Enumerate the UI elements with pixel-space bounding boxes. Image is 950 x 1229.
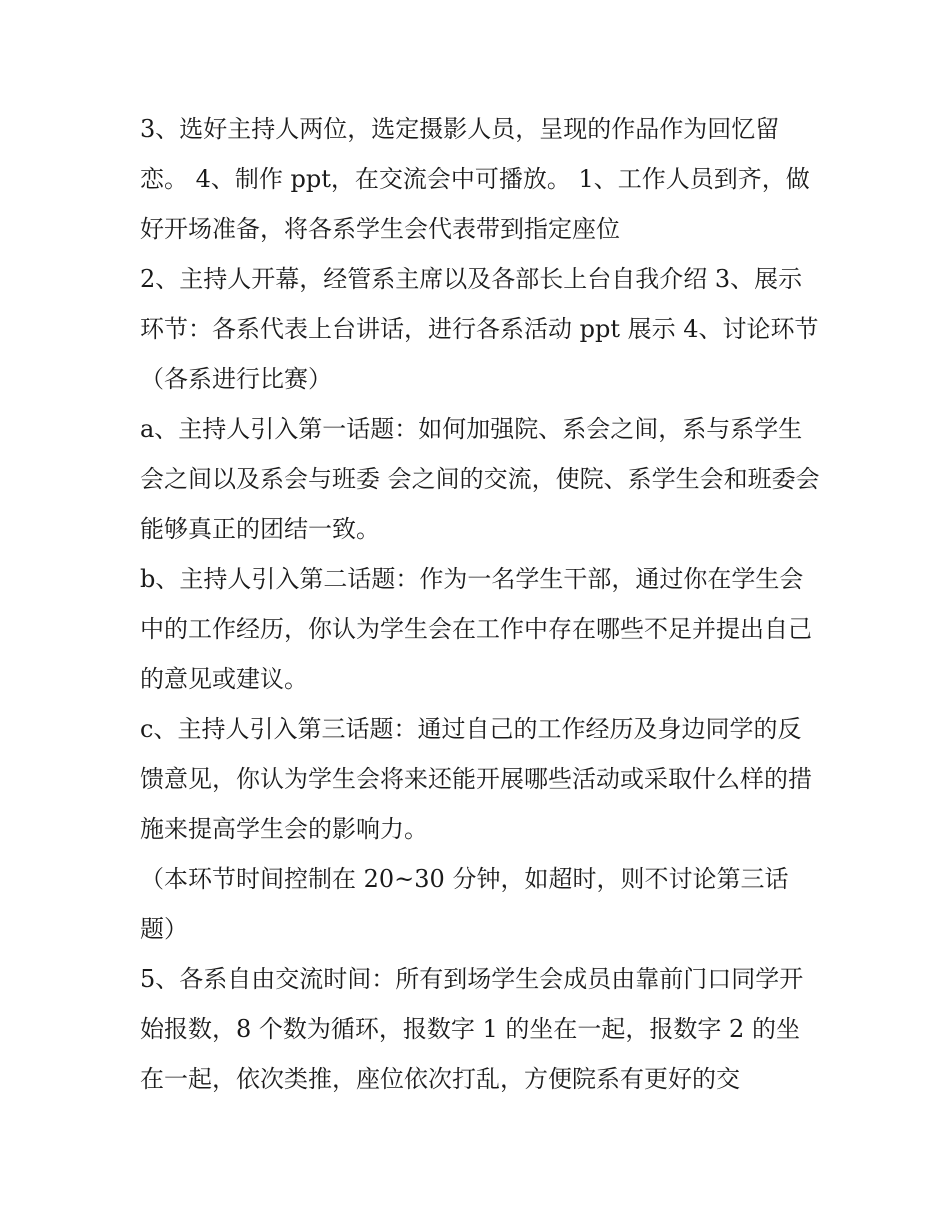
paragraph-opening: 2、主持人开幕，经管系主席以及各部长上台自我介绍 3、展示环节：各系代表上台讲话，进行各系活动 ppt 展示 4、讨论环节（各系进行比赛） xyxy=(140,265,819,393)
paragraph-topic-c: c、主持人引入第三话题：通过自己的工作经历及身边同学的反馈意见，你认为学生会将来还能开展哪些活动或采取什么样的措施来提高学生会的影响力。 xyxy=(140,715,812,843)
document-body xyxy=(140,104,820,1104)
paragraph-preparation: 3、选好主持人两位，选定摄影人员，呈现的作品作为回忆留恋。 4、制作 ppt，在交流会中可播放。 1、工作人员到齐，做好开场准备，将各系学生会代表带到指定座位 xyxy=(140,115,810,243)
paragraph-topic-b: b、主持人引入第二话题：作为一名学生干部，通过你在学生会中的工作经历，你认为学生会在工作中存在哪些不足并提出自己的意见或建议。 xyxy=(140,565,812,693)
paragraph-time-note: （本环节时间控制在 20~30 分钟，如超时，则不讨论第三话题） xyxy=(140,865,789,943)
paragraph-topic-a: a、主持人引入第一话题：如何加强院、系会之间，系与系学生会之间以及系会与班委 会之间的交流，使院、系学生会和班委会能够真正的团结一致。 xyxy=(140,415,820,543)
paragraph-free-exchange: 5、各系自由交流时间：所有到场学生会成员由靠前门口同学开始报数，8 个数为循环，报数字 1 的坐在一起，报数字 2 的坐在一起，依次类推，座位依次打乱，方便院系有更好的交 xyxy=(140,965,804,1093)
